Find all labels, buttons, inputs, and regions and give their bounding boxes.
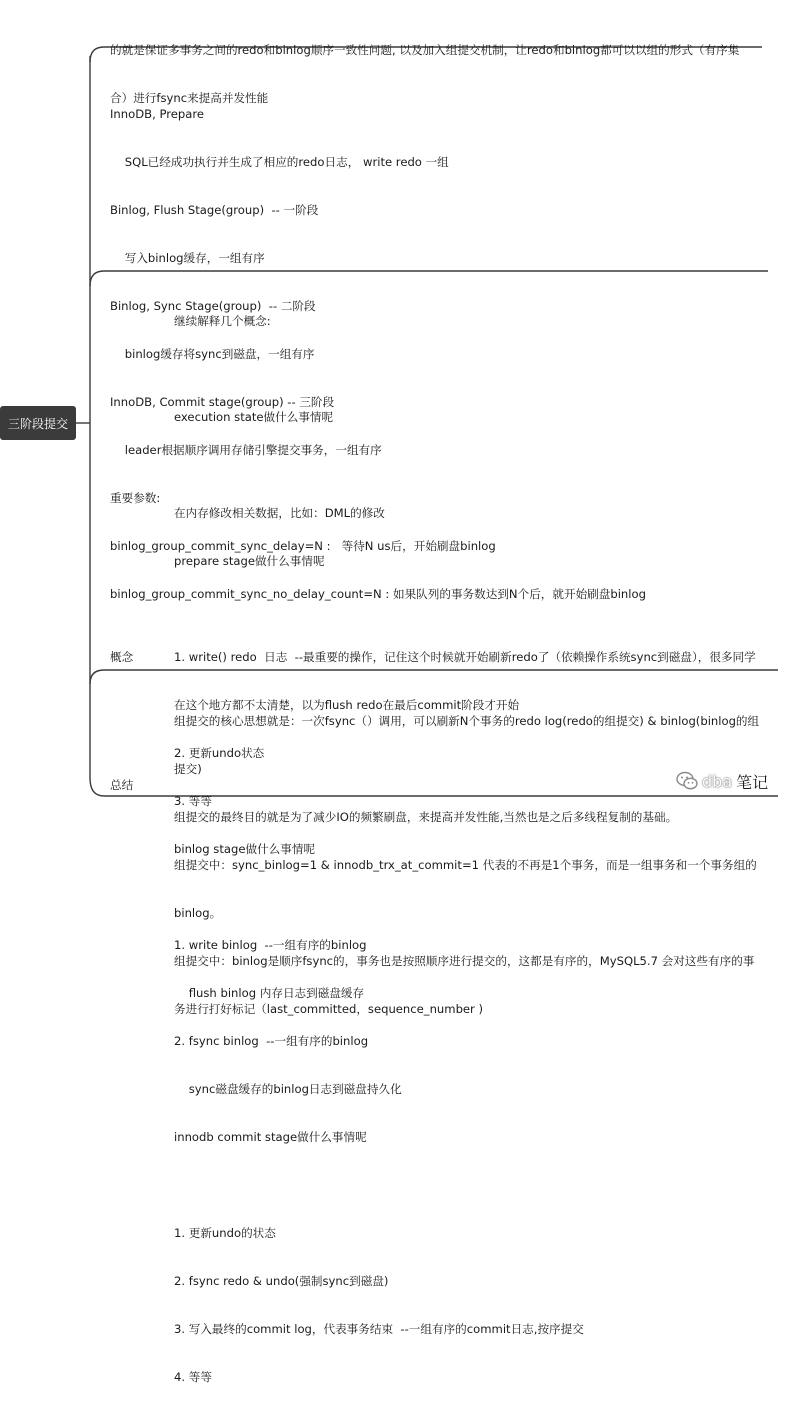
- root-node[interactable]: [0, 406, 76, 440]
- concept-line: sync磁盘缓存的binlog日志到磁盘持久化: [174, 1082, 402, 1096]
- concept-line: 在内存修改相关数据，比如：DML的修改: [174, 506, 385, 520]
- summary-line: 务进行打好标记（last_committed，sequence_number ): [174, 1002, 484, 1016]
- concept-line: binlog stage做什么事情呢: [174, 842, 316, 856]
- concept-line: 2. fsync binlog --一组有序的binlog: [174, 1034, 369, 1048]
- summary-line: 组提交中：binlog是顺序fsync的，事务也是按照顺序进行提交的，这都是有序的，MySQL5.7 会对这些有序的事: [174, 954, 755, 968]
- stages-line: binlog_group_commit_sync_delay=N : 等待N us后，开始刷盘binlog: [110, 539, 496, 553]
- stages-line: 重要参数:: [110, 491, 161, 505]
- summary-line: 组提交中：sync_binlog=1 & innodb_trx_at_commit=1 代表的不再是1个事务，而是一组事务和一个事务组的: [174, 858, 757, 872]
- stages-line: leader根据顺序调用存储引擎提交事务，一组有序: [110, 443, 382, 457]
- concept-line: prepare stage做什么事情呢: [174, 554, 325, 568]
- concept-line: [174, 457, 756, 473]
- concept-line: 在这个地方都不太清楚，以为flush redo在最后commit阶段才开始: [174, 698, 520, 712]
- concept-line: [174, 601, 756, 617]
- intro-line: 的就是保证多事务之间的redo和binlog顺序一致性问题, 以及加入组提交机制，让redo和binlog都可以以组的形式（有序集: [110, 43, 740, 57]
- concept-label[interactable]: 概念: [110, 650, 134, 664]
- summary-line: 组提交的最终目的就是为了减少IO的频繁刷盘，来提高并发性能,当然也是之后多线程复制的基础。: [174, 810, 678, 824]
- intro-line: 合）进行fsync来提高并发性能: [110, 91, 269, 105]
- stages-line: InnoDB, Commit stage(group) -- 三阶段: [110, 395, 335, 409]
- watermark-text-cn: 笔记: [736, 772, 769, 792]
- concept-line: 3. 写入最终的commit log，代表事务结束 --一组有序的commit日志,按序提交: [174, 1322, 584, 1336]
- concept-line: execution state做什么事情呢: [174, 410, 334, 424]
- concept-line: 1. write binlog --一组有序的binlog: [174, 938, 367, 952]
- concept-line: 1. 更新undo的状态: [174, 1226, 276, 1240]
- concept-line: 2. 更新undo状态: [174, 746, 265, 760]
- concept-line: 继续解释几个概念:: [174, 314, 271, 328]
- wechat-icon: [676, 771, 698, 791]
- summary-label[interactable]: 总结: [110, 778, 134, 792]
- root-node-label: 三阶段提交: [7, 416, 68, 431]
- stages-line: Binlog, Flush Stage(group) -- 一阶段: [110, 203, 319, 217]
- concept-line: 2. fsync redo & undo(强制sync到磁盘): [174, 1274, 389, 1288]
- stages-line: SQL已经成功执行并生成了相应的redo日志， write redo 一组: [110, 155, 449, 169]
- concept-line: innodb commit stage做什么事情呢: [174, 1130, 367, 1144]
- concept-line: [174, 361, 756, 377]
- summary-text: [174, 681, 759, 1033]
- watermark-text: dba: [702, 771, 733, 791]
- stages-line: InnoDB, Prepare: [110, 107, 205, 121]
- summary-line: 组提交的核心思想就是：一次fsync（）调用，可以刷新N个事务的redo log(redo的组提交) & binlog(binlog的组: [174, 714, 760, 728]
- concept-line: 3. 等等: [174, 794, 212, 808]
- summary-line: 提交): [174, 762, 202, 776]
- concept-line: flush binlog 内存日志到磁盘缓存: [174, 986, 365, 1000]
- stages-line: 写入binlog缓存，一组有序: [110, 251, 265, 265]
- stages-line: binlog_group_commit_sync_no_delay_count=N : 如果队列的事务数达到N个后，就开始刷盘binlog: [110, 587, 646, 601]
- concept-line: [174, 1177, 756, 1193]
- concept-line: 4. 等等: [174, 1370, 212, 1384]
- stages-line: binlog缓存将sync到磁盘，一组有序: [110, 347, 315, 361]
- summary-line: binlog。: [174, 906, 222, 920]
- stages-line: Binlog, Sync Stage(group) -- 二阶段: [110, 299, 316, 313]
- concept-line: 1. write() redo 日志 --最重要的操作，记住这个时候就开始刷新redo了（依赖操作系统sync到磁盘），很多同学: [174, 650, 756, 664]
- watermark: [676, 770, 768, 792]
